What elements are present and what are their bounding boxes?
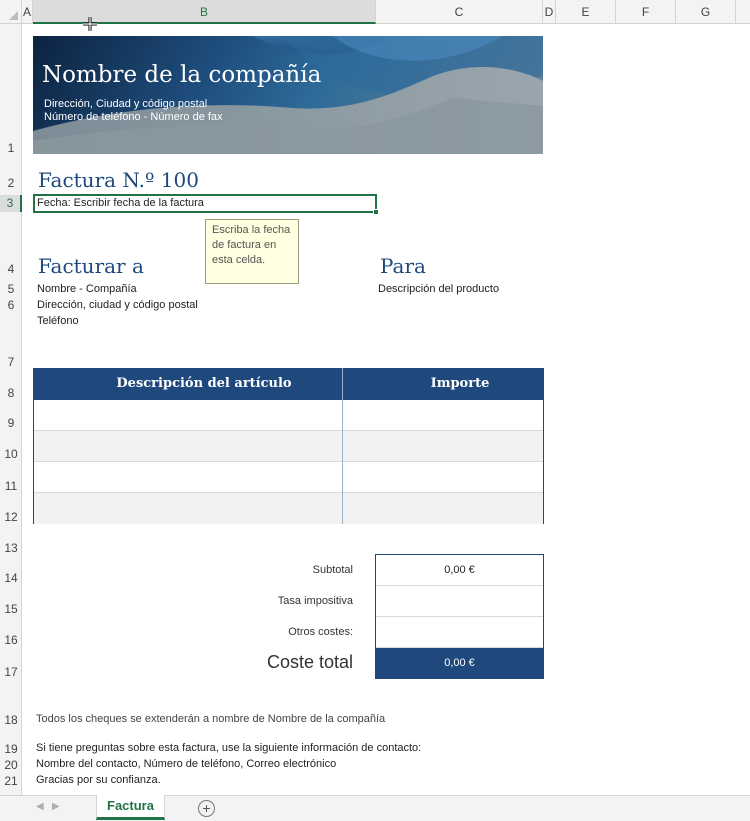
other-costs-value[interactable] [376,617,543,648]
row-header[interactable]: 4 [7,262,15,276]
footer-contact-info[interactable]: Nombre del contacto, Número de teléfono, Correo electrónico [36,758,337,770]
table-row[interactable] [34,493,543,524]
footer-questions-note[interactable]: Si tiene preguntas sobre esta factura, use la siguiente información de contacto: [36,742,422,754]
invoice-title[interactable]: Factura N.º 100 [38,168,199,192]
row-header[interactable]: 2 [7,176,15,190]
move-cursor-icon [83,17,97,31]
scroll-tabs-left-icon[interactable]: ◀ [36,801,44,812]
row-header[interactable]: 20 [4,758,18,772]
for-description[interactable]: Descripción del producto [378,283,500,295]
row-header[interactable]: 12 [4,510,18,524]
row-header-bar [0,24,22,795]
input-message-tooltip: Escriba la fecha de factura en esta celda. [205,219,299,284]
bill-to-address[interactable]: Dirección, ciudad y código postal [37,299,198,311]
scroll-tabs-right-icon[interactable]: ▶ [52,801,60,812]
row-header[interactable]: 9 [7,416,15,430]
row-header[interactable]: 11 [4,479,18,493]
summary-box [375,554,544,679]
table-row[interactable] [34,400,543,431]
bill-to-heading[interactable]: Facturar a [38,254,144,278]
table-row[interactable] [34,431,543,462]
column-header-c[interactable]: C [376,0,543,24]
other-costs-label: Otros costes: [288,626,353,638]
select-all-corner[interactable] [0,0,22,24]
header-description[interactable]: Descripción del artículo [116,376,292,391]
table-row[interactable] [34,462,543,493]
row-header[interactable]: 1 [7,141,15,155]
tax-label: Tasa impositiva [277,595,353,607]
row-header[interactable]: 19 [4,742,18,756]
row-header[interactable]: 16 [4,633,18,647]
column-header-f[interactable]: F [616,0,676,24]
company-banner [33,36,543,154]
row-header[interactable]: 6 [7,298,15,312]
sheet-tab-factura[interactable]: Factura [96,795,165,820]
banner-background-image [33,36,543,154]
row-header[interactable]: 17 [4,665,18,679]
tax-value[interactable] [376,586,543,617]
company-address: Dirección, Ciudad y código postal [44,98,208,110]
footer-thanks[interactable]: Gracias por su confianza. [36,774,161,786]
row-header[interactable]: 5 [7,282,15,296]
header-amount[interactable]: Importe [430,376,490,391]
company-phone: Número de teléfono - Número de fax [44,111,223,123]
plus-circle-icon[interactable]: + [198,800,215,817]
column-header-b[interactable]: B [33,0,376,24]
company-name: Nombre de la compañía [42,62,322,88]
row-header[interactable]: 18 [4,713,18,727]
column-header-g[interactable]: G [676,0,736,24]
row-header[interactable]: 15 [4,602,18,616]
bill-to-phone[interactable]: Teléfono [37,315,79,327]
for-heading[interactable]: Para [380,254,426,278]
items-table-header [33,368,544,400]
row-header[interactable]: 13 [4,541,18,555]
subtotal-label: Subtotal [312,564,353,576]
items-table [33,400,544,524]
column-header-d[interactable]: D [543,0,556,24]
row-header[interactable]: 21 [4,774,18,788]
fill-handle[interactable] [373,209,379,215]
footer-cheques-note[interactable]: Todos los cheques se extenderán a nombre de Nombre de la compañía [36,713,386,725]
column-header-a[interactable]: A [22,0,33,24]
row-header[interactable]: 10 [4,447,18,461]
total-label: Coste total [266,652,353,672]
row-header[interactable]: 7 [7,355,15,369]
sheet-tab-bar [0,795,750,821]
row-header-selected[interactable]: 3 [0,195,22,212]
row-header[interactable]: 8 [7,386,15,400]
subtotal-value[interactable]: 0,00 € [376,555,543,586]
invoice-date-cell[interactable]: Fecha: Escribir fecha de la factura [33,194,377,213]
bill-to-name[interactable]: Nombre - Compañía [37,283,137,295]
total-value[interactable]: 0,00 € [376,648,543,679]
row-header[interactable]: 14 [4,571,18,585]
column-header-bar [0,0,750,24]
table-column-divider [342,368,343,524]
column-header-e[interactable]: E [556,0,616,24]
